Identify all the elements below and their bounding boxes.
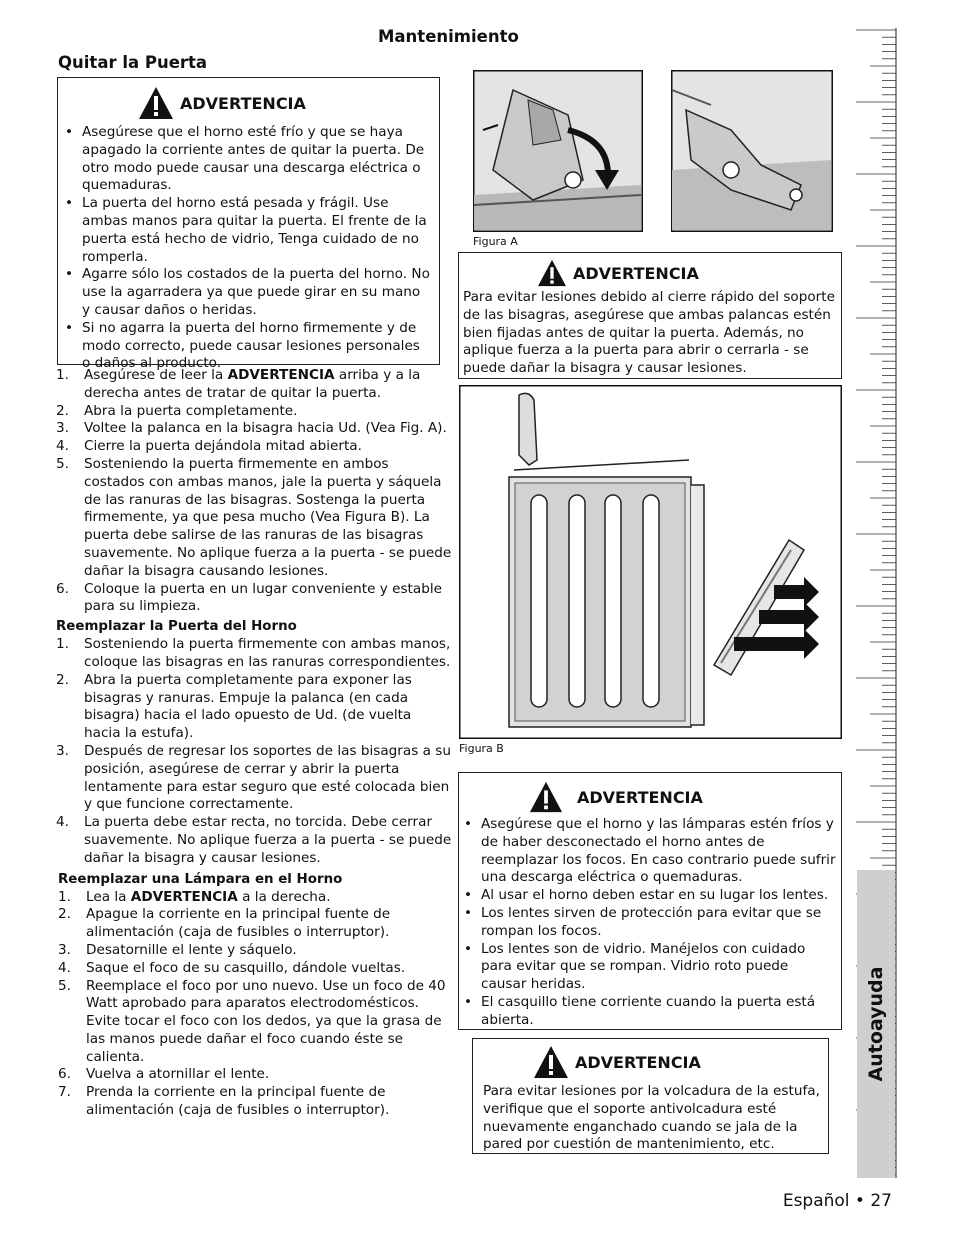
warning-title: ADVERTENCIA bbox=[575, 1052, 701, 1072]
warning-header bbox=[533, 1045, 822, 1079]
list-item: 3. Desatornille el lente y sáquelo. bbox=[58, 941, 297, 958]
list-item: 5. Sosteniendo la puerta firmemente en ambos costados con ambas manos, jale la puerta y sáquela de las ranuras de las bisagras. Sostenga la puerta firmemente, ya que pesa mucho (Vea Figura B). La puerta debe salirse de las ranuras de las bisagras suavemente. No aplique fuerza a la puerta - se puede dañar la bisagra causando lesiones. bbox=[56, 455, 452, 579]
warning-text: Para evitar lesiones debido al cierre rápido del soporte de las bisagras, asegúrese que ambas palancas estén bien fijadas antes de quitar la puerta. Además, no aplique fuerza a la puerta para abrir o cerrarla - se puede dañar la bisagra y causar lesiones. bbox=[463, 289, 835, 377]
remove-steps bbox=[56, 367, 452, 616]
list-item: 3. Voltee la palanca en la bisagra hacia Ud. (Vea Fig. A). bbox=[56, 420, 447, 437]
warning-icon bbox=[138, 86, 174, 120]
list-item: 6. Vuelva a atornillar el lente. bbox=[58, 1066, 270, 1083]
warning-title: ADVERTENCIA bbox=[180, 93, 306, 113]
figure-b-illustration bbox=[459, 385, 842, 739]
page-title: Mantenimiento bbox=[378, 27, 519, 46]
subsection-title-replace-lamp: Reemplazar una Lámpara en el Horno bbox=[58, 871, 343, 887]
list-item: 7. Prenda la corriente en la principal fuente de alimentación (caja de fusibles o interruptor). bbox=[58, 1084, 390, 1119]
list-item: • Agarre sólo los costados de la puerta del horno. No use la agarradera ya que puede girar en su mano y causar daños o heridas. bbox=[82, 266, 431, 319]
list-item: • Los lentes sirven de protección para evitar que se rompan los focos. bbox=[481, 905, 837, 941]
left-column bbox=[56, 367, 452, 1120]
warning-icon bbox=[529, 779, 563, 815]
warning-list bbox=[66, 124, 431, 373]
list-item: • Los lentes son de vidrio. Manéjelos con cuidado para evitar que se rompan. Vidrio roto puede causar heridas. bbox=[481, 941, 837, 994]
list-item: • La puerta del horno está pesada y frágil. Use ambas manos para quitar la puerta. El frente de la puerta está hecho de vidrio, Tenga cuidado de no romperla. bbox=[82, 195, 431, 266]
warning-text: Para evitar lesiones por la volcadura de la estufa, verifique que el soporte antivolcadura esté nuevamente enganchado cuando se jala de la pared por cuestión de mantenimiento, etc. bbox=[483, 1083, 820, 1153]
list-item: 2. Abra la puerta completamente. bbox=[56, 402, 298, 419]
warning-header bbox=[529, 779, 837, 815]
warning-box-lamp bbox=[458, 772, 842, 1030]
section-title: Quitar la Puerta bbox=[58, 53, 208, 72]
warning-title: ADVERTENCIA bbox=[573, 263, 699, 283]
list-item: 6. Coloque la puerta en un lugar conveniente y estable para su limpieza. bbox=[56, 580, 442, 615]
list-item: 1. Asegúrese de leer la ADVERTENCIA arriba y a la derecha antes de tratar de quitar la puerta. bbox=[56, 367, 421, 401]
list-item: • Si no agarra la puerta del horno firmemente y de modo correcto, puede causar lesiones personales o daños al producto. bbox=[82, 320, 431, 373]
list-item: • Al usar el horno deben estar en su lugar los lentes. bbox=[481, 887, 837, 905]
list-item: 2. Apague la corriente en la principal fuente de alimentación (caja de fusibles o interruptor). bbox=[58, 906, 391, 941]
page-number: Español • 27 bbox=[782, 1191, 892, 1211]
warning-header bbox=[537, 259, 837, 287]
list-item: 1. Lea la ADVERTENCIA a la derecha. bbox=[58, 888, 331, 905]
side-tab bbox=[857, 870, 895, 1178]
list-item: 1. Sosteniendo la puerta firmemente con ambas manos, coloque las bisagras en las ranuras correspondientes. bbox=[56, 636, 451, 670]
figure-a-right-illustration bbox=[671, 70, 833, 232]
figure-a-left-illustration bbox=[473, 70, 643, 232]
warning-box-hinge bbox=[458, 252, 842, 379]
replace-door-steps bbox=[56, 636, 452, 867]
list-item: • Asegúrese que el horno esté frío y que se haya apagado la corriente antes de quitar la puerta. De otro modo puede causar una descarga eléctrica o quemaduras. bbox=[82, 124, 431, 195]
figure-b-caption: Figura B bbox=[459, 742, 504, 755]
side-tab-label: Autoayuda bbox=[865, 966, 887, 1082]
list-item: 4. Saque el foco de su casquillo, dándole vueltas. bbox=[58, 959, 406, 976]
list-item: 5. Reemplace el foco por uno nuevo. Use un foco de 40 Watt aprobado para aparatos electrodomésticos. Evite tocar el foco con los dedos, ya que la grasa de las manos puede dañar el foco cuando éste se calienta. bbox=[58, 977, 446, 1065]
list-item: 2. Abra la puerta completamente para exponer las bisagras y ranuras. Empuje la palanca (en cada bisagra) hacia el lado opuesto de Ud. (de vuelta hacia la estufa). bbox=[56, 671, 412, 742]
warning-title: ADVERTENCIA bbox=[577, 787, 703, 807]
warning-icon bbox=[533, 1045, 569, 1079]
replace-lamp-steps bbox=[58, 889, 452, 1120]
figure-a-caption: Figura A bbox=[473, 235, 518, 248]
list-item: 3. Después de regresar los soportes de las bisagras a su posición, asegúrese de cerrar y abrir la puerta lentamente para estar seguro que esté colocada bien y que funcione correctamente. bbox=[56, 742, 451, 813]
warning-list bbox=[465, 816, 837, 1030]
warning-box-door bbox=[57, 77, 440, 372]
list-item: 4. Cierre la puerta dejándola mitad abierta. bbox=[56, 438, 362, 455]
warning-icon bbox=[537, 259, 567, 287]
list-item: 4. La puerta debe estar recta, no torcida. Debe cerrar suavemente. No aplique fuerza a la puerta - se puede dañar la bisagra y causar lesiones. bbox=[56, 814, 452, 866]
warning-header bbox=[138, 86, 431, 120]
list-item: • Asegúrese que el horno y las lámparas estén fríos y de haber desconectado el horno antes de reemplazar los focos. En caso contrario puede sufrir una descarga eléctrica o quemaduras. bbox=[481, 816, 837, 887]
list-item: • El casquillo tiene corriente cuando la puerta está abierta. bbox=[481, 994, 837, 1030]
subsection-title-replace-door: Reemplazar la Puerta del Horno bbox=[56, 619, 297, 635]
warning-box-anti-tip bbox=[472, 1038, 829, 1154]
